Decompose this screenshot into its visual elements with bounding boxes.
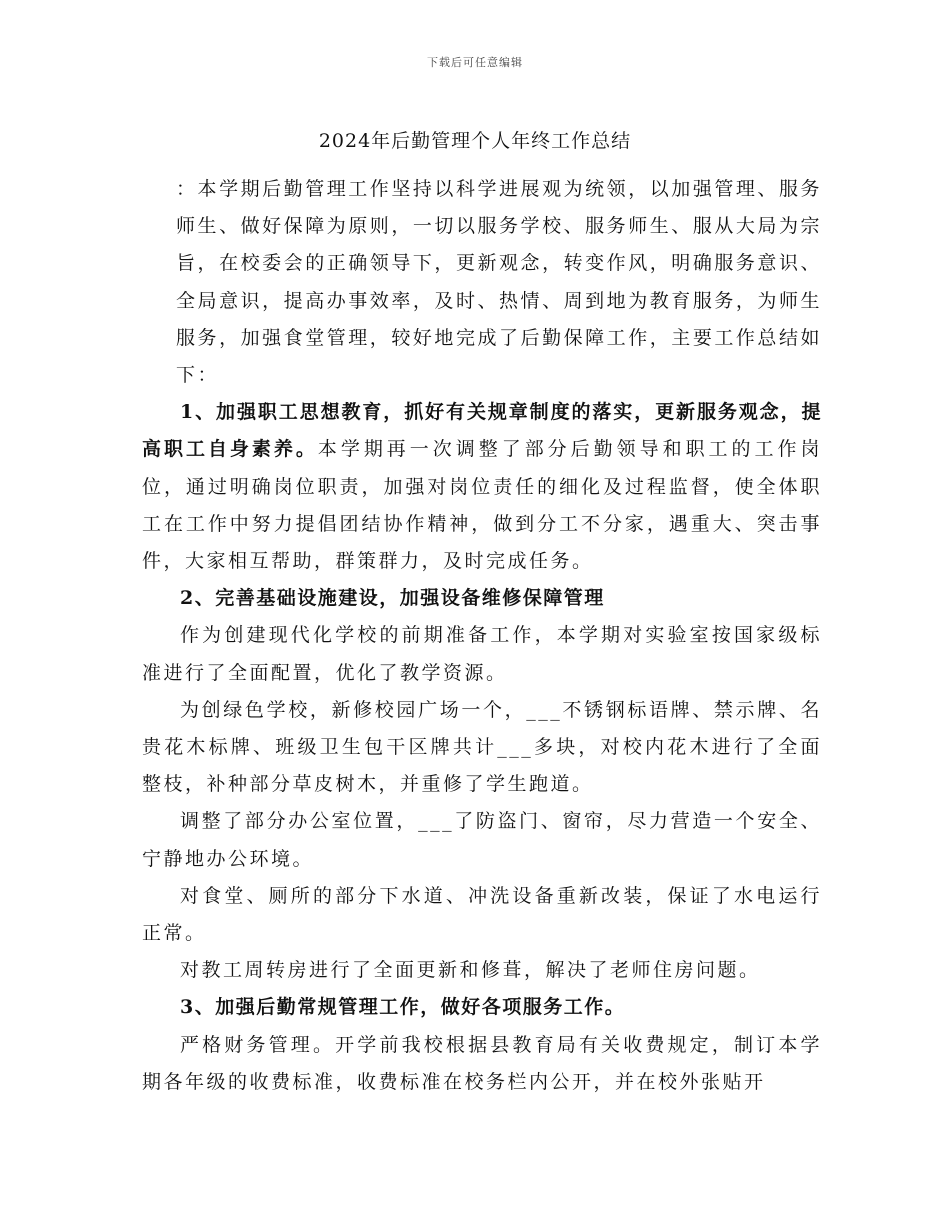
section-2-paragraph-5: 对教工周转房进行了全面更新和修葺，解决了老师住房问题。 bbox=[180, 959, 761, 982]
section-2-paragraph-4: 对食堂、厕所的部分下水道、冲洗设备重新改装，保证了水电运行正常。 bbox=[142, 884, 822, 945]
section-1-paragraph bbox=[142, 394, 822, 580]
section-2-heading: 2、完善基础设施建设，加强设备维修保障管理 bbox=[180, 587, 605, 610]
section-2-paragraph-2: 为创绿色学校，新修校园广场一个，___不锈钢标语牌、禁示牌、名贵花木标牌、班级卫生包干区牌共计___多块，对校内花木进行了全面整枝，补种部分草皮树木，并重修了学生跑道。 bbox=[142, 698, 822, 796]
section-3-heading-paragraph bbox=[142, 989, 822, 1026]
section-1-heading: 1、加强职工思想教育，抓好有关规章制度的落实，更新服务观念，提高职工自身素养。 bbox=[142, 401, 822, 461]
section-3-heading: 3、加强后勤常规管理工作，做好各项服务工作。 bbox=[180, 996, 626, 1019]
document-title: 2024年后勤管理个人年终工作总结 bbox=[318, 130, 632, 152]
section-2-heading-paragraph bbox=[142, 580, 822, 617]
document-body bbox=[142, 171, 822, 1101]
intro-paragraph: ：本学期后勤管理工作坚持以科学进展观为统领，以加强管理、服务师生、做好保障为原则，一切以服务学校、服务师生、服从大局为宗旨，在校委会的正确领导下，更新观念，转变作风，明确服务意识、全局意识，提高办事效率，及时、热情、周到地为教育服务，为师生服务，加强食堂管理，较好地完成了后勤保障工作，主要工作总结如下： bbox=[176, 178, 822, 387]
section-3-paragraph-1: 严格财务管理。开学前我校根据县教育局有关收费规定，制订本学期各年级的收费标准，收费标准在校务栏内公开，并在校外张贴开 bbox=[142, 1033, 822, 1093]
section-2-paragraph-3: 调整了部分办公室位置，___了防盗门、窗帘，尽力营造一个安全、宁静地办公环境。 bbox=[142, 810, 822, 870]
section-1-text: 本学期再一次调整了部分后勤领导和职工的工作岗位，通过明确岗位职责，加强对岗位责任的细化及过程监督，使全体职工在工作中努力提倡团结协作精神，做到分工不分家，遇重大、突击事件，大家相互帮助，群策群力，及时完成任务。 bbox=[142, 438, 822, 573]
section-2-paragraph-1: 作为创建现代化学校的前期准备工作，本学期对实验室按国家级标准进行了全面配置，优化了教学资源。 bbox=[142, 624, 822, 684]
page-header-note: 下载后可任意编辑 bbox=[427, 56, 523, 69]
